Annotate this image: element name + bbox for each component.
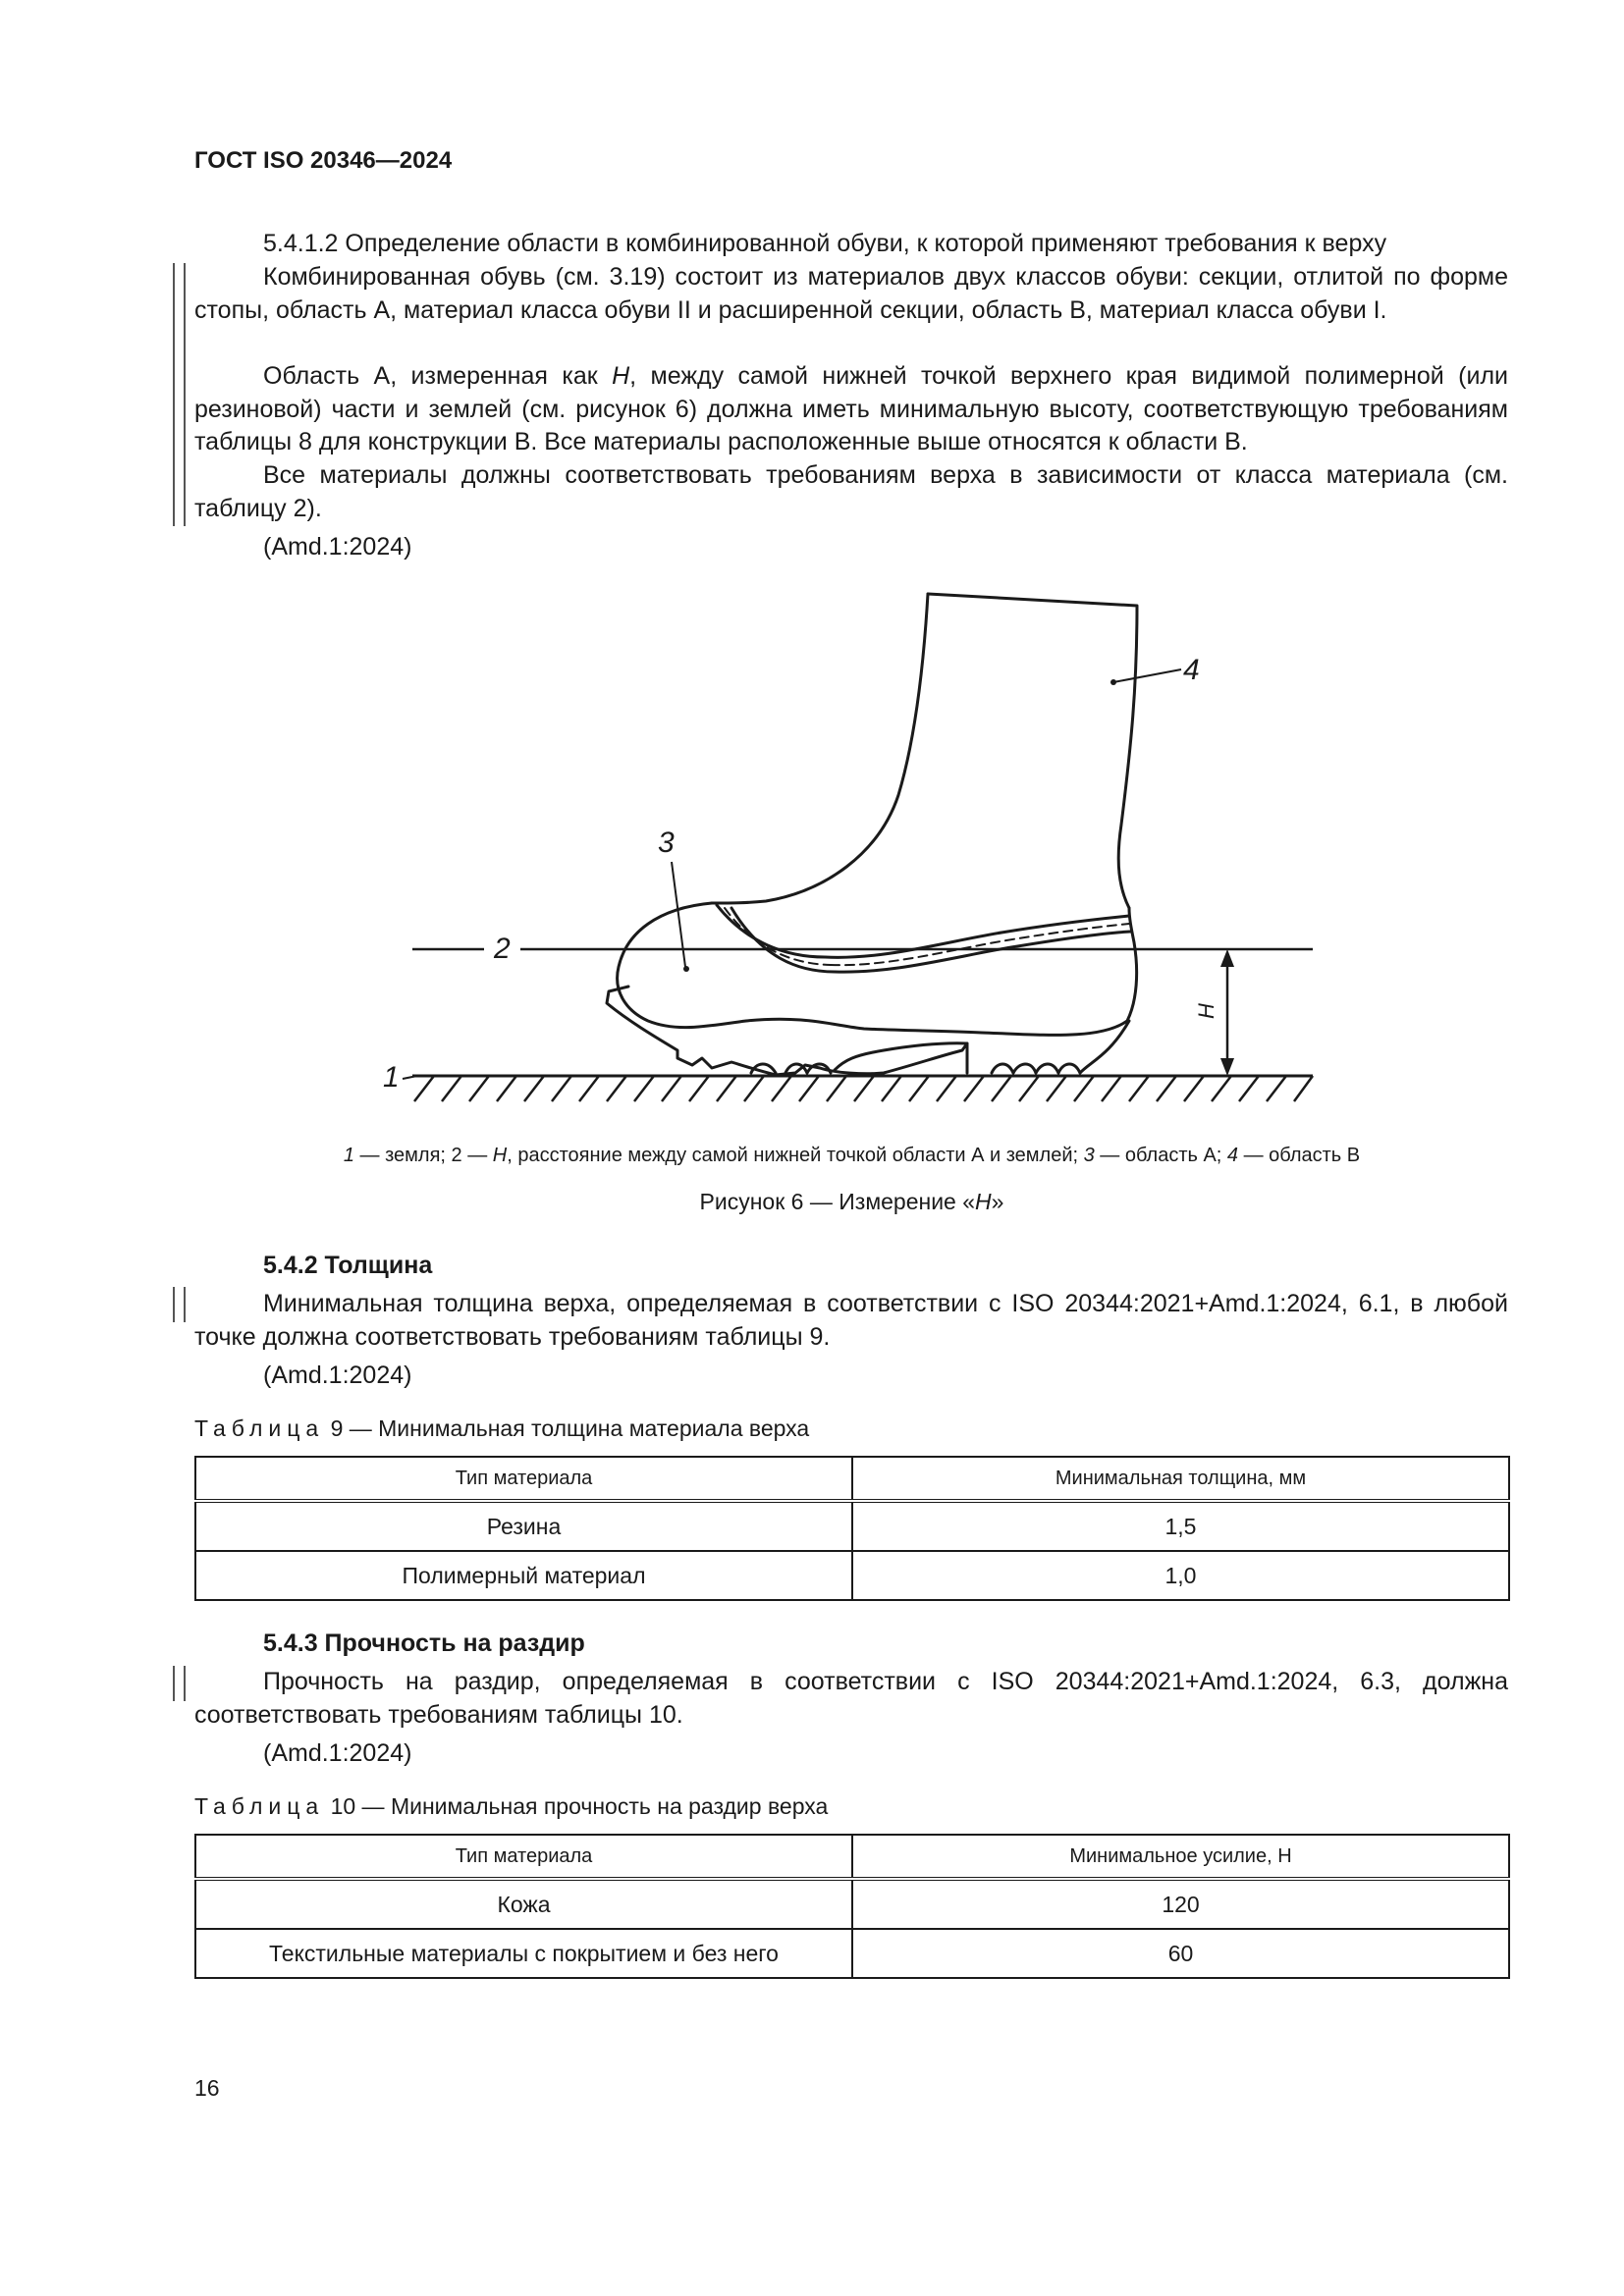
table-cell: 1,5 xyxy=(852,1501,1509,1551)
table-header-row xyxy=(195,1835,1509,1879)
table-cell: 60 xyxy=(852,1929,1509,1978)
section-542-heading: 5.4.2 Толщина xyxy=(263,1252,433,1279)
section-543-amendment: (Amd.1:2024) xyxy=(263,1739,412,1767)
section-542-paragraph: Минимальная толщина верха, определяемая в соответствии с ISO 20344:2021+Amd.1:2024, 6.1, в любой точке должна соответствовать требованиям таблицы 9. xyxy=(194,1290,1508,1351)
boot-shaft-front xyxy=(712,594,928,903)
label-3-area-a: 3 xyxy=(658,827,675,859)
section-5412-paragraph-3: Все материалы должны соответствовать требованиям верха в зависимости от класса материала (см. таблицу 2). xyxy=(194,461,1508,522)
table-header-cell: Тип материала xyxy=(195,1457,852,1501)
change-bar xyxy=(173,1666,186,1701)
h-arrow-top-icon xyxy=(1220,949,1234,967)
section-543-heading: 5.4.3 Прочность на раздир xyxy=(263,1629,585,1657)
page-number: 16 xyxy=(194,2075,220,2101)
table-row xyxy=(195,1501,1509,1551)
figure-6-caption: Рисунок 6 — Измерение «H» xyxy=(699,1189,1004,1214)
change-bar xyxy=(173,263,186,526)
table-9-title: Таблица 9 — Минимальная толщина материала верха xyxy=(194,1415,810,1441)
label-1-ground: 1 xyxy=(383,1061,400,1094)
table-cell: Кожа xyxy=(195,1879,852,1929)
ground-hatching xyxy=(414,1076,1313,1101)
table-row xyxy=(195,1879,1509,1929)
table-cell: 120 xyxy=(852,1879,1509,1929)
table-10 xyxy=(194,1834,1510,1979)
table-cell: Резина xyxy=(195,1501,852,1551)
section-5412-heading: 5.4.1.2 Определение области в комбинированной обуви, к которой применяют требования к верху xyxy=(263,230,1387,257)
boot-shaft-outline xyxy=(928,594,1137,908)
table-header-cell: Минимальное усилие, Н xyxy=(852,1835,1509,1879)
h-label: H xyxy=(1194,1003,1218,1019)
section-543-paragraph: Прочность на раздир, определяемая в соответствии с ISO 20344:2021+Amd.1:2024, 6.3, должна соответствовать требованиям таблицы 10. xyxy=(194,1668,1508,1729)
section-542-amendment: (Amd.1:2024) xyxy=(263,1362,412,1389)
table-cell: Полимерный материал xyxy=(195,1551,852,1600)
table-10-title: Таблица 10 — Минимальная прочность на раздир верха xyxy=(194,1793,829,1819)
table-cell: Текстильные материалы с покрытием и без него xyxy=(195,1929,852,1978)
section-5412-amendment: (Amd.1:2024) xyxy=(263,533,412,561)
section-5412-paragraph-1: Комбинированная обувь (см. 3.19) состоит из материалов двух классов обуви: секции, отлитой по форме стопы, область А, материал класса обуви II и расширенной секции, область В, материал класса обуви I. xyxy=(194,263,1508,324)
figure-6-legend: 1 — земля; 2 — H, расстояние между самой нижней точкой области А и землей; 3 — область А; 4 — область В xyxy=(343,1145,1361,1166)
table-header-row xyxy=(195,1457,1509,1501)
figure-6-boot-drawing xyxy=(0,579,1624,1129)
table-cell: 1,0 xyxy=(852,1551,1509,1600)
table-9 xyxy=(194,1456,1510,1601)
table-header-cell: Тип материала xyxy=(195,1835,852,1879)
h-arrow-bottom-icon xyxy=(1220,1058,1234,1076)
change-bar xyxy=(173,1287,186,1322)
label-2-height: 2 xyxy=(494,933,511,965)
section-5412-paragraph-2: Область А, измеренная как H, между самой нижней точкой верхнего края видимой полимерной (или резиновой) части и землей (см. рисунок 6) должна иметь минимальную высоту, соответствующую требованиям таблицы 8 для конструкции В. Все материалы расположенные выше относятся к области В. xyxy=(194,362,1508,455)
document-header: ГОСТ ISO 20346—2024 xyxy=(194,147,453,174)
table-row xyxy=(195,1929,1509,1978)
table-row xyxy=(195,1551,1509,1600)
table-header-cell: Минимальная толщина, мм xyxy=(852,1457,1509,1501)
label-4-area-b: 4 xyxy=(1183,654,1200,686)
